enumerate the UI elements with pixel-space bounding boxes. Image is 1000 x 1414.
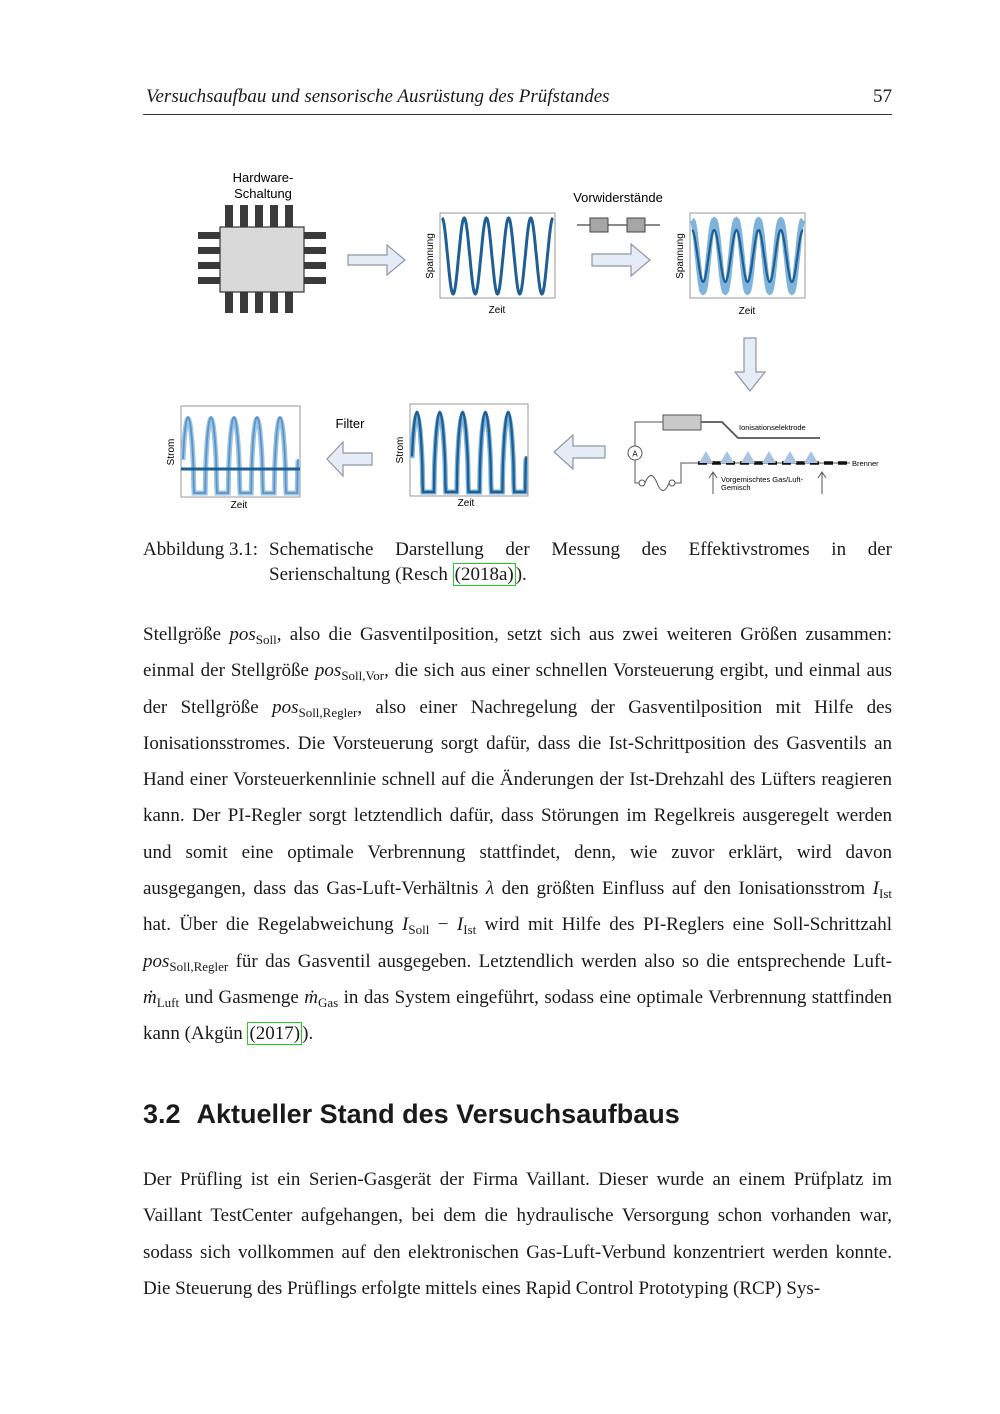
axis-label-zeit: Zeit bbox=[738, 306, 756, 317]
axis-label-spannung: Spannung bbox=[425, 233, 436, 279]
label-filter: Filter bbox=[335, 416, 365, 431]
axis-label-strom: Strom bbox=[166, 438, 177, 466]
label-gemisch-line2: Gemisch bbox=[721, 483, 751, 492]
resistors-icon bbox=[577, 218, 660, 232]
running-title: Versuchsaufbau und sensorische Ausrüstung des Prüfstandes bbox=[146, 86, 610, 107]
plot-spannung-2 bbox=[675, 213, 805, 317]
hardware-chip-icon bbox=[198, 205, 326, 313]
caption-label: Abbildung 3.1: bbox=[143, 539, 259, 560]
section-number: 3.2 bbox=[143, 1099, 181, 1129]
body-paragraph-1: Stellgröße pos$_{Soll}$, also die Gasventilposition, setzt sich aus zwei weiteren Größen zusammen: einmal der Stellgröße pos$_{Soll,Vor}$, die sich aus einer schnellen Vorsteuerung ergibt, und einmal aus der Stellgröße pos$_{Soll,Regler}$, also einer Nachregelung der Gasventilposition mit Hilfe des Ionisationsstromes. Die Vorsteuerung sorgt dafür, dass die Ist-Schrittposition des Gasventils an Hand einer Vorsteuerkennlinie schnell auf die Änderungen der Ist-Drehzahl des Lüfters reagieren kann. Der PI-Regler sorgt letztendlich dafür, dass Störungen im Regelkreis ausgeregelt werden und somit eine optimale Verbrennung stattfindet, denn, wie zuvor erklärt, wird davon ausgegangen, dass das Gas-Luft-Verhältnis λ den größten Einfluss auf den Ionisationsstrom $I_{Ist}$ hat. Über die Regelabweichung $I_{Soll} - I_{Ist}$ wird mit Hilfe des PI-Reglers eine Soll-Schrittzahl pos$_{Soll,Regler}$ für das Gasventil ausgegeben. Letztendlich werden also so die entsprechende Luft- ṁ$_{Luft}$ und Gasmenge ṁ$_{Gas}$ in das System eingeführt, sodass eine optimale Verbrennung stattfinden kann (Akgün (2017) ). bbox=[143, 624, 893, 1045]
section-heading bbox=[143, 1099, 680, 1130]
axis-label-strom: Strom bbox=[395, 436, 406, 464]
ac-source-icon bbox=[645, 476, 669, 491]
label-hardware-line2: Schaltung bbox=[234, 186, 292, 201]
citation-link[interactable]: (2017) bbox=[249, 1023, 301, 1045]
axis-label-zeit: Zeit bbox=[488, 305, 506, 316]
label-ionisationselektrode: Ionisationselektrode bbox=[739, 423, 806, 432]
figure-3-1 bbox=[150, 160, 890, 520]
arrow-down-icon bbox=[735, 338, 765, 391]
body-paragraph-2: Der Prüfling ist ein Serien-Gasgerät der Firma Vaillant. Dieser wurde an einem Prüfplatz im Vaillant TestCenter aufgehangen, bei dem die hydraulische Versorgung schon vorhanden war, sodass sich vollkommen auf den elektronischen Gas-Luft-Verbund konzentriert werden konnte. Die Steuerung des Prüflings erfolgte mittels eines Rapid Control Prototyping (RCP) Sys- bbox=[143, 1169, 892, 1299]
citation-link[interactable]: (2018a) bbox=[454, 564, 514, 585]
page-number: 57 bbox=[873, 86, 892, 107]
label-vorwiderstaende: Vorwiderstände bbox=[573, 190, 663, 205]
axis-label-zeit: Zeit bbox=[230, 500, 248, 511]
caption-text: Schematische Darstellung der Messung des Effektivstromes in der Serienschaltung (Resch (2018a) ). bbox=[269, 539, 892, 585]
plot-strom-1 bbox=[395, 404, 528, 509]
axis-label-spannung: Spannung bbox=[675, 233, 686, 279]
arrow-left-icon bbox=[554, 435, 605, 469]
arrow-right-icon bbox=[348, 245, 405, 275]
arrow-right-icon bbox=[592, 244, 650, 276]
measurement-schematic bbox=[150, 160, 890, 520]
axis-label-zeit: Zeit bbox=[457, 498, 475, 509]
running-header bbox=[143, 84, 892, 115]
plot-strom-2 bbox=[166, 406, 300, 511]
label-gemisch-line1: Vorgemischtes Gas/Luft- bbox=[721, 475, 804, 484]
arrow-left-icon bbox=[327, 442, 372, 476]
label-hardware-line1: Hardware- bbox=[232, 170, 294, 185]
svg-text:A: A bbox=[632, 449, 638, 459]
section-title: Aktueller Stand des Versuchsaufbaus bbox=[196, 1099, 680, 1129]
label-brenner: Brenner bbox=[852, 459, 879, 468]
plot-spannung-1 bbox=[425, 213, 555, 316]
